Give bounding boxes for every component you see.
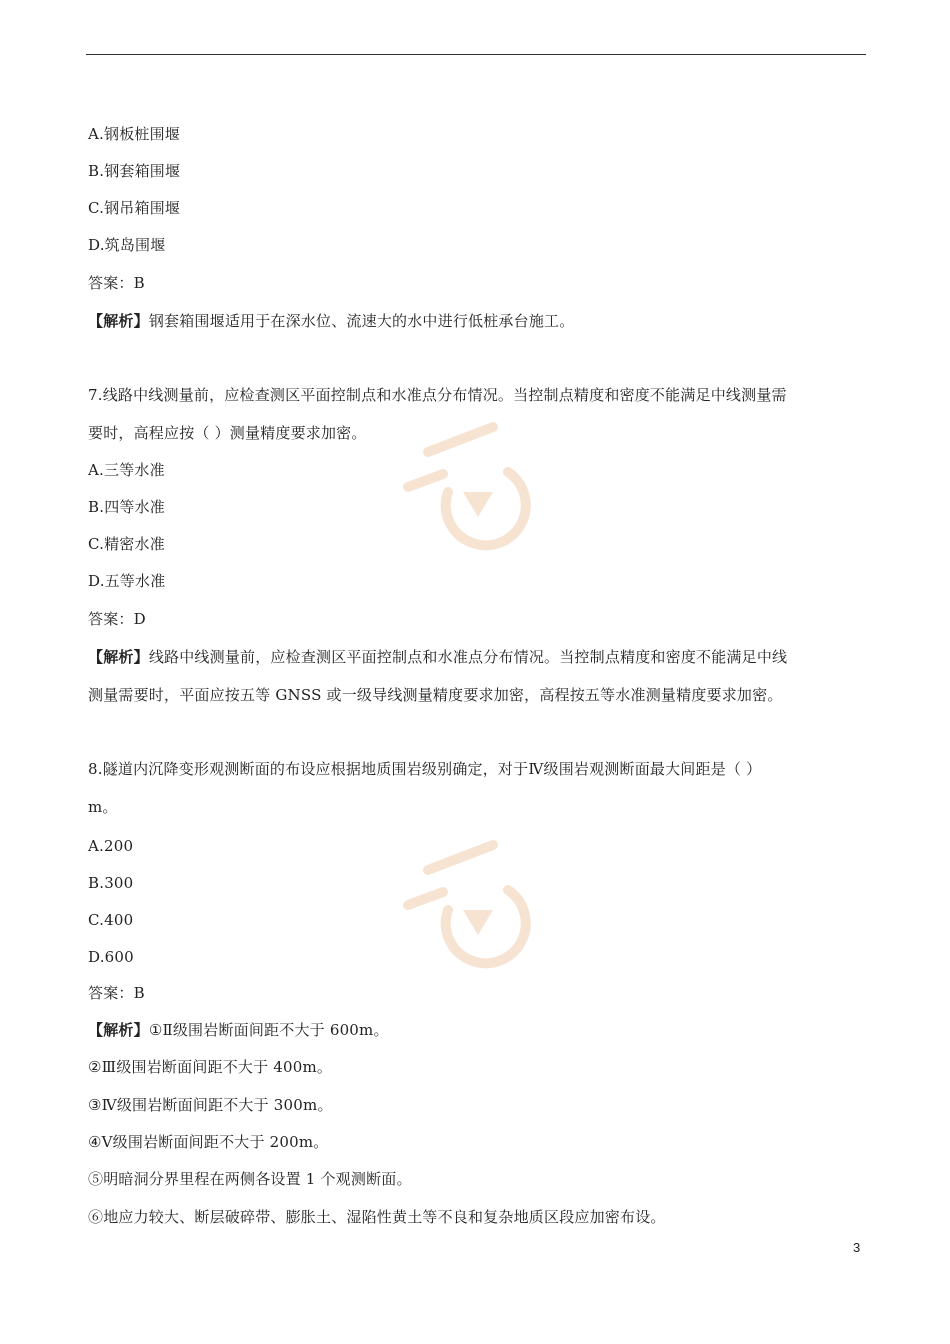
q6-option-c: C.钢吊箱围堰 <box>88 199 181 217</box>
q8-option-b: B.300 <box>88 874 134 892</box>
header-rule <box>86 54 866 55</box>
q7-option-c: C.精密水准 <box>88 535 165 553</box>
q7-option-b: B.四等水准 <box>88 498 165 516</box>
q7-stem-line1: 7.线路中线测量前，应检查测区平面控制点和水准点分布情况。当控制点精度和密度不能满足中线测量需 <box>88 386 787 404</box>
analysis-label: 【解析】 <box>88 648 149 666</box>
analysis-text: 钢套箱围堰适用于在深水位、流速大的水中进行低桩承台施工。 <box>148 312 575 330</box>
q8-stem-line2: m。 <box>88 798 118 816</box>
q6-analysis <box>88 311 574 331</box>
analysis-text: 线路中线测量前，应检查测区平面控制点和水准点分布情况。当控制点精度和密度不能满足中线 <box>148 648 788 666</box>
page-number: 3 <box>853 1240 861 1255</box>
q8-analysis-line1 <box>88 1020 389 1040</box>
analysis-label: 【解析】 <box>88 1021 149 1039</box>
q8-analysis-item: ⑤明暗洞分界里程在两侧各设置 1 个观测断面。 <box>88 1170 412 1188</box>
q7-answer: 答案：D <box>88 610 146 628</box>
q8-analysis-item: ③Ⅳ级围岩断面间距不大于 300m。 <box>88 1096 333 1114</box>
q8-option-d: D.600 <box>88 948 134 966</box>
watermark-logo-icon <box>398 830 538 970</box>
analysis-label: 【解析】 <box>88 312 149 330</box>
watermark-logo-icon <box>398 412 538 552</box>
q8-option-c: C.400 <box>88 911 134 929</box>
q6-answer: 答案：B <box>88 274 145 292</box>
q7-option-d: D.五等水准 <box>88 572 166 590</box>
q8-stem-line1: 8.隧道内沉降变形观测断面的布设应根据地质围岩级别确定，对于Ⅳ级围岩观测断面最大间距是（ ） <box>88 760 762 778</box>
q7-analysis-line1 <box>88 647 787 667</box>
q6-option-a: A.钢板桩围堰 <box>88 125 181 143</box>
q6-option-b: B.钢套箱围堰 <box>88 162 181 180</box>
q8-answer: 答案：B <box>88 984 145 1002</box>
q6-option-d: D.筑岛围堰 <box>88 236 166 254</box>
q8-analysis-item: ②Ⅲ级围岩断面间距不大于 400m。 <box>88 1058 333 1076</box>
q8-option-a: A.200 <box>88 837 134 855</box>
q7-analysis-line2: 测量需要时，平面应按五等 GNSS 或一级导线测量精度要求加密，高程按五等水准测量精度要求加密。 <box>88 686 783 704</box>
q8-analysis-item: ④Ⅴ级围岩断面间距不大于 200m。 <box>88 1133 329 1151</box>
q7-option-a: A.三等水准 <box>88 461 165 479</box>
analysis-item: ①Ⅱ级围岩断面间距不大于 600m。 <box>148 1021 389 1039</box>
q8-analysis-item: ⑥地应力较大、断层破碎带、膨胀土、湿陷性黄土等不良和复杂地质区段应加密布设。 <box>88 1208 666 1226</box>
q7-stem-line2: 要时，高程应按（ ）测量精度要求加密。 <box>88 424 367 442</box>
